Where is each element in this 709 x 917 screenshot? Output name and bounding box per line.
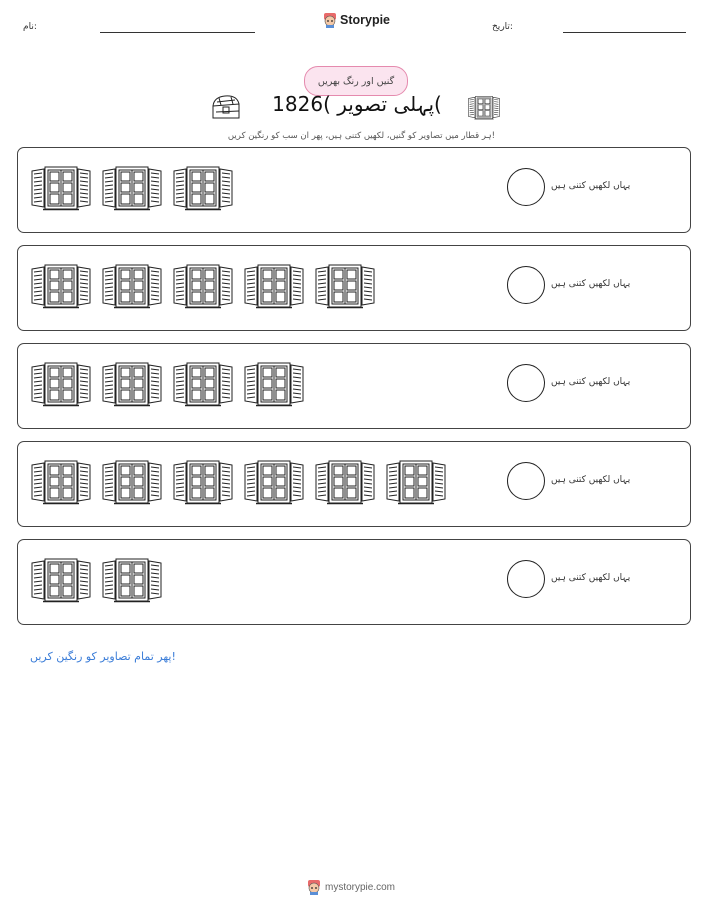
window-icon[interactable] — [315, 263, 375, 309]
window-icon — [468, 95, 500, 120]
counting-row — [17, 147, 691, 233]
answer-label: یہاں لکھیں کتنی ہیں — [551, 377, 631, 387]
answer-circle[interactable] — [507, 462, 545, 500]
window-icon[interactable] — [173, 361, 233, 407]
counting-row — [17, 539, 691, 625]
window-group — [31, 165, 233, 211]
window-icon[interactable] — [244, 459, 304, 505]
name-line[interactable] — [100, 32, 255, 33]
answer-label: یہاں لکھیں کتنی ہیں — [551, 573, 631, 583]
window-icon[interactable] — [102, 557, 162, 603]
storypie-mascot-icon — [323, 12, 337, 28]
window-icon[interactable] — [31, 361, 91, 407]
window-icon[interactable] — [102, 361, 162, 407]
answer-circle[interactable] — [507, 364, 545, 402]
brand-name: Storypie — [340, 13, 391, 27]
site-url: mystorypie.com — [325, 881, 396, 893]
window-icon[interactable] — [315, 459, 375, 505]
name-label: نام: — [23, 22, 37, 32]
activity-pill: گنیں اور رنگ بھریں — [304, 66, 408, 96]
answer-label: یہاں لکھیں کتنی ہیں — [551, 279, 631, 289]
window-icon[interactable] — [102, 263, 162, 309]
date-line[interactable] — [563, 32, 686, 33]
answer-circle[interactable] — [507, 168, 545, 206]
counting-row — [17, 245, 691, 331]
window-icon[interactable] — [173, 263, 233, 309]
window-icon[interactable] — [102, 165, 162, 211]
worksheet-header — [0, 0, 709, 40]
treasure-chest-icon — [210, 94, 242, 120]
instructions: ہر قطار میں تصاویر کو گنیں، لکھیں کتنی ہیں، پھر ان سب کو رنگین کریں! — [227, 131, 495, 141]
answer-circle[interactable] — [507, 560, 545, 598]
footer-note: پھر تمام تصاویر کو رنگین کریں! — [30, 650, 176, 663]
answer-circle[interactable] — [507, 266, 545, 304]
window-icon[interactable] — [31, 165, 91, 211]
window-icon[interactable] — [244, 361, 304, 407]
counting-row — [17, 343, 691, 429]
answer-label: یہاں لکھیں کتنی ہیں — [551, 475, 631, 485]
window-icon[interactable] — [31, 459, 91, 505]
window-group — [31, 459, 446, 505]
brand-logo — [323, 12, 390, 28]
window-icon[interactable] — [31, 263, 91, 309]
counting-row — [17, 441, 691, 527]
window-group — [31, 361, 304, 407]
storypie-mascot-icon — [307, 879, 321, 895]
window-icon[interactable] — [102, 459, 162, 505]
window-icon[interactable] — [173, 459, 233, 505]
page-title: پہلی تصویر )1826( — [272, 92, 442, 116]
date-label: تاریخ: — [492, 22, 513, 32]
window-icon[interactable] — [173, 165, 233, 211]
window-group — [31, 263, 375, 309]
title-row — [200, 92, 510, 122]
site-footer — [307, 879, 395, 895]
window-icon[interactable] — [244, 263, 304, 309]
answer-label: یہاں لکھیں کتنی ہیں — [551, 181, 631, 191]
window-icon[interactable] — [386, 459, 446, 505]
window-icon[interactable] — [31, 557, 91, 603]
window-group — [31, 557, 162, 603]
